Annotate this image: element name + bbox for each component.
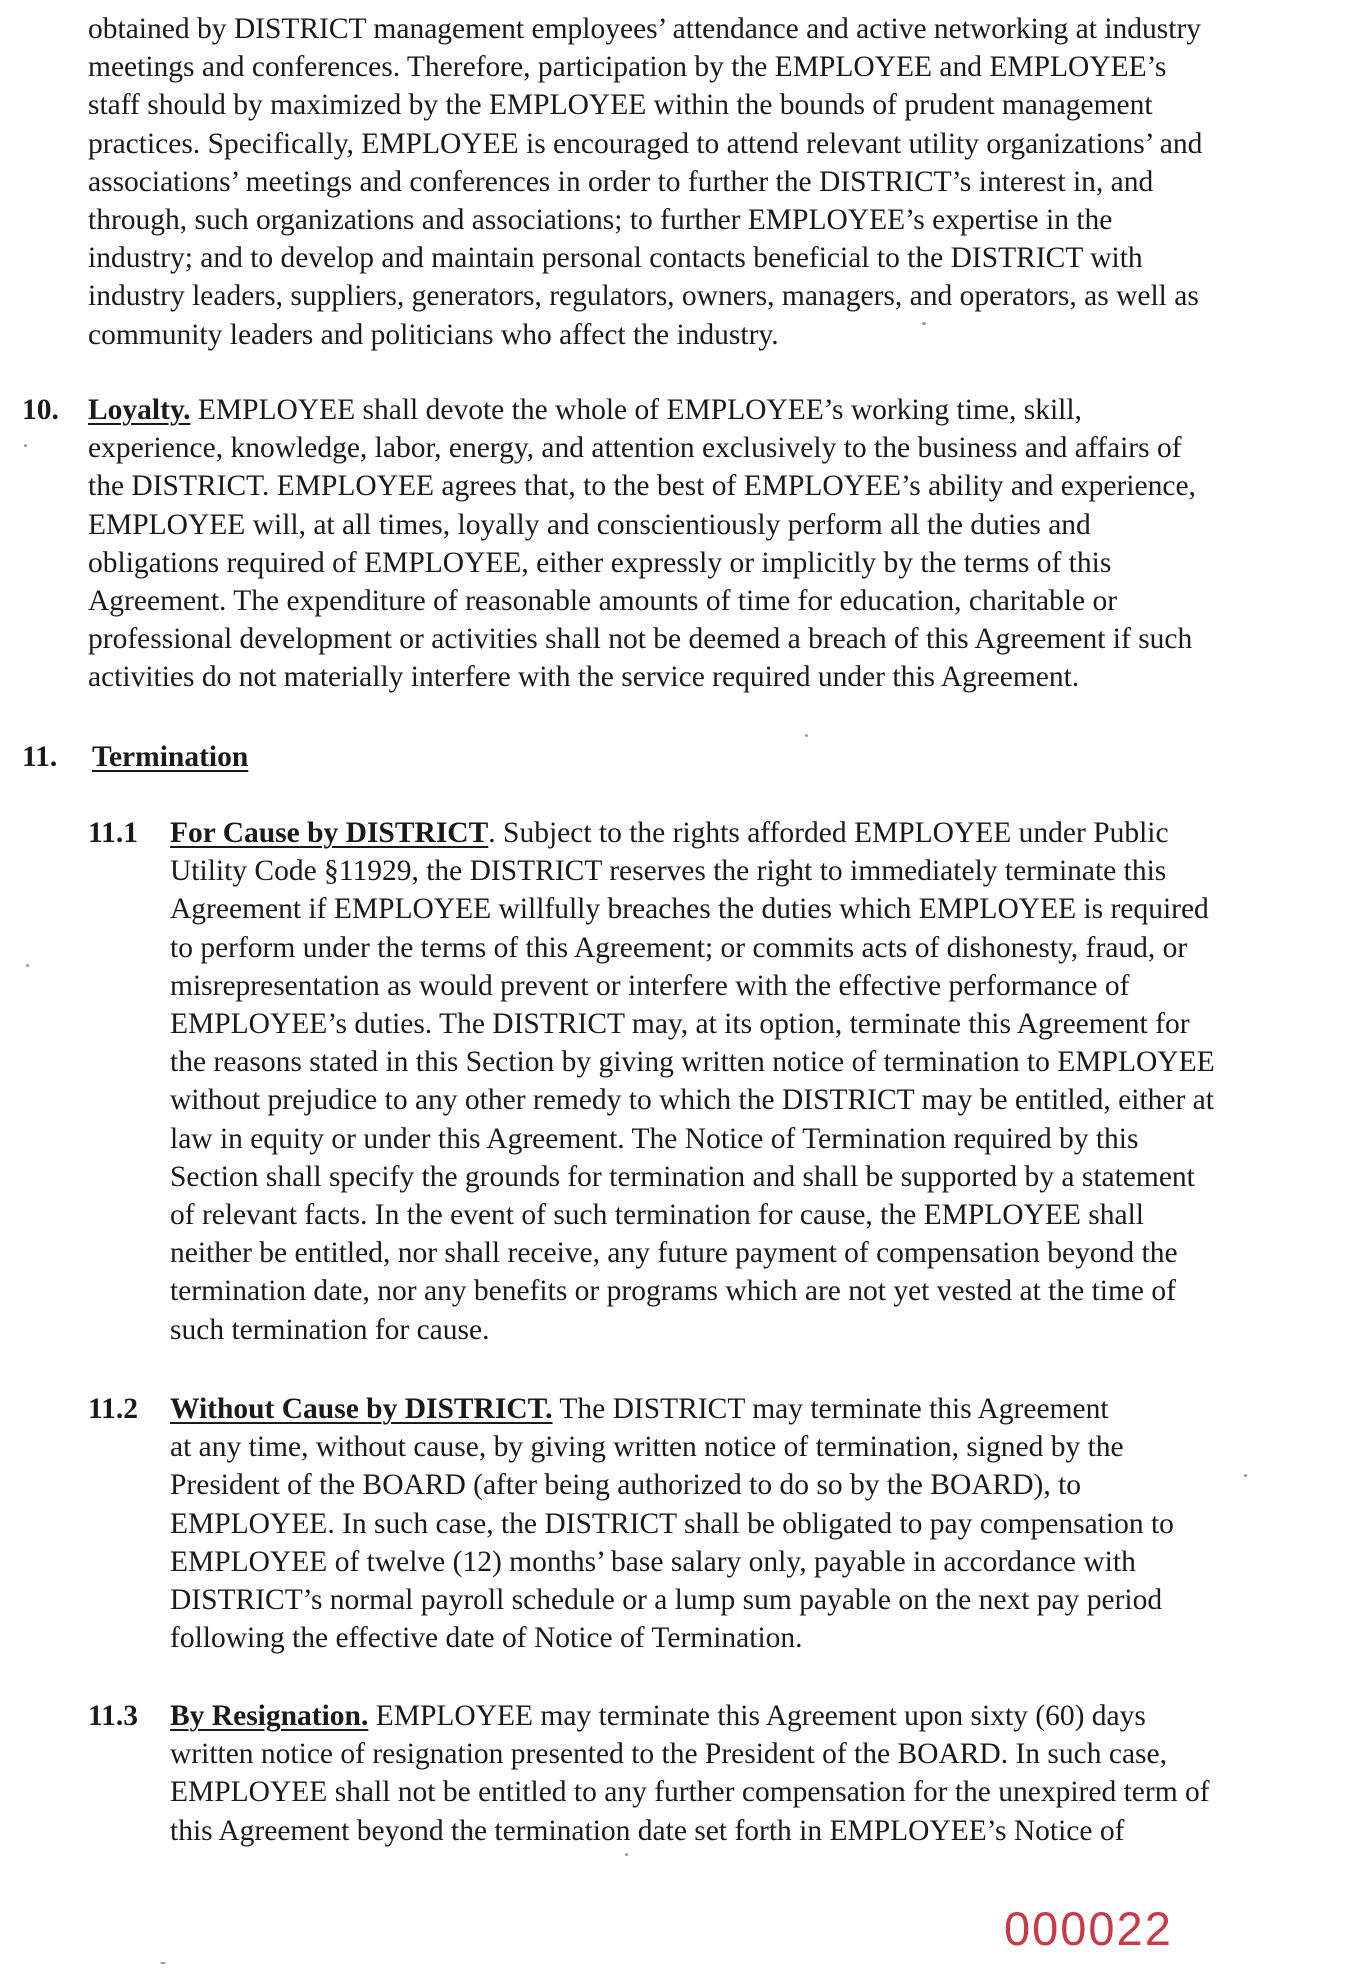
scan-speck (1244, 1474, 1247, 1477)
text-line: meetings and conferences. Therefore, participation by the EMPLOYEE and EMPLOYEE’s (88, 51, 1167, 84)
text-line (88, 391, 1196, 429)
text-line: associations’ meetings and conferences in order to further the DISTRICT’s interest in, and (88, 165, 1154, 198)
section-11-2-without-cause (170, 1390, 1174, 1657)
subsection-number: 11.2 (88, 1393, 138, 1425)
section-10-loyalty (88, 391, 1196, 697)
text-run: EMPLOYEE shall devote the whole of EMPLOYEE’s working time, skill, (190, 394, 1082, 426)
section-heading: Termination (92, 741, 249, 773)
text-line: without prejudice to any other remedy to which the DISTRICT may be entitled, either at (170, 1084, 1214, 1117)
text-line: to perform under the terms of this Agreement; or commits acts of dishonesty, fraud, or (170, 931, 1188, 964)
text-run: . Subject to the rights afforded EMPLOYEE under Public (488, 817, 1169, 849)
text-run: EMPLOYEE may terminate this Agreement upon sixty (60) days (368, 1700, 1146, 1732)
text-line: experience, knowledge, labor, energy, and attention exclusively to the business and affairs of (88, 432, 1182, 465)
section-11-heading (92, 738, 248, 776)
intro-paragraph (88, 10, 1202, 354)
text-line: activities do not materially interfere with the service required under this Agreement. (88, 661, 1080, 694)
text-line: Agreement if EMPLOYEE willfully breaches the duties which EMPLOYEE is required (170, 893, 1209, 926)
section-number: 11. (22, 741, 58, 773)
text-line: misrepresentation as would prevent or interfere with the effective performance of (170, 969, 1130, 1002)
subsection-number: 11.1 (88, 817, 138, 849)
scan-speck (805, 734, 808, 737)
text-run: The DISTRICT may terminate this Agreement (552, 1393, 1109, 1425)
scan-speck (26, 964, 29, 967)
text-line: the reasons stated in this Section by giving written notice of termination to EMPLOYEE (170, 1046, 1215, 1079)
text-line: of relevant facts. In the event of such termination for cause, the EMPLOYEE shall (170, 1199, 1145, 1232)
text-line: written notice of resignation presented to the President of the BOARD. In such case, (170, 1738, 1168, 1771)
subsection-heading: Without Cause by DISTRICT. (170, 1393, 553, 1425)
text-line: at any time, without cause, by giving written notice of termination, signed by the (170, 1431, 1124, 1464)
section-number: 10. (22, 394, 59, 426)
scan-speck (922, 322, 926, 325)
subsection-heading: By Resignation. (170, 1700, 369, 1732)
text-line: obligations required of EMPLOYEE, either expressly or implicitly by the terms of this (88, 546, 1112, 579)
section-11-1-for-cause (170, 814, 1215, 1349)
scan-speck (24, 444, 27, 447)
text-line: EMPLOYEE’s duties. The DISTRICT may, at its option, terminate this Agreement for (170, 1008, 1190, 1041)
text-line: practices. Specifically, EMPLOYEE is encouraged to attend relevant utility organizations’ and (88, 127, 1203, 160)
text-line: President of the BOARD (after being authorized to do so by the BOARD), to (170, 1469, 1082, 1502)
text-line: following the effective date of Notice of Termination. (170, 1622, 803, 1655)
text-line (170, 1390, 1174, 1428)
text-line: EMPLOYEE of twelve (12) months’ base salary only, payable in accordance with (170, 1545, 1136, 1578)
text-line: Agreement. The expenditure of reasonable amounts of time for education, charitable or (88, 585, 1118, 618)
subsection-number: 11.3 (88, 1700, 138, 1732)
text-line: through, such organizations and associations; to further EMPLOYEE’s expertise in the (88, 204, 1113, 237)
text-line: Utility Code §11929, the DISTRICT reserves the right to immediately terminate this (170, 855, 1167, 888)
section-11-3-by-resignation (170, 1697, 1210, 1850)
text-line: neither be entitled, nor shall receive, any future payment of compensation beyond the (170, 1237, 1178, 1270)
text-line: obtained by DISTRICT management employees’ attendance and active networking at industry (88, 13, 1202, 45)
text-line: EMPLOYEE will, at all times, loyally and conscientiously perform all the duties and (88, 508, 1091, 541)
text-line: industry; and to develop and maintain personal contacts beneficial to the DISTRICT with (88, 242, 1143, 275)
text-line: professional development or activities shall not be deemed a breach of this Agreement if such (88, 623, 1193, 656)
section-heading: Loyalty. (88, 394, 191, 426)
bates-stamp: 000022 (1004, 1902, 1173, 1955)
text-line: staff should by maximized by the EMPLOYEE within the bounds of prudent management (88, 89, 1153, 122)
text-line: this Agreement beyond the termination date set forth in EMPLOYEE’s Notice of (170, 1814, 1125, 1847)
text-line: the DISTRICT. EMPLOYEE agrees that, to the best of EMPLOYEE’s ability and experience, (88, 470, 1196, 503)
text-line: law in equity or under this Agreement. The Notice of Termination required by this (170, 1122, 1139, 1155)
text-line (170, 1697, 1210, 1735)
scan-speck (625, 1853, 628, 1856)
text-line: Section shall specify the grounds for termination and shall be supported by a statement (170, 1160, 1195, 1193)
text-line: DISTRICT’s normal payroll schedule or a lump sum payable on the next pay period (170, 1584, 1163, 1617)
text-line: community leaders and politicians who affect the industry. (88, 318, 779, 351)
subsection-heading: For Cause by DISTRICT (170, 817, 489, 849)
scan-speck (160, 1962, 166, 1964)
text-line: EMPLOYEE. In such case, the DISTRICT shall be obligated to pay compensation to (170, 1507, 1174, 1540)
text-line: industry leaders, suppliers, generators, regulators, owners, managers, and operators, as well as (88, 280, 1199, 313)
text-line (170, 814, 1215, 852)
text-line: such termination for cause. (170, 1313, 490, 1346)
text-line: EMPLOYEE shall not be entitled to any further compensation for the unexpired term of (170, 1776, 1210, 1809)
text-line: termination date, nor any benefits or programs which are not yet vested at the time of (170, 1275, 1176, 1308)
